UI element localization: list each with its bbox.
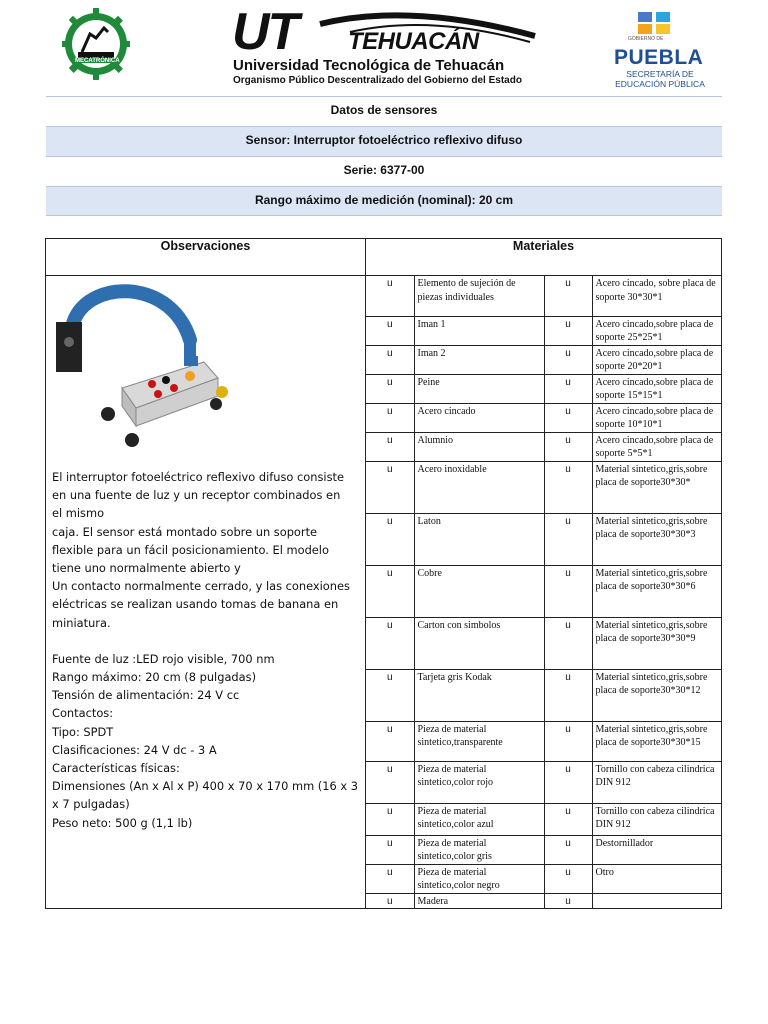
material-row	[366, 513, 721, 565]
material-name: Pieza de material sintetico,color rojo	[414, 761, 544, 803]
material-description: Acero cincado, sobre placa de soporte 30*30*1	[592, 276, 721, 316]
material-bullet-right: u	[544, 513, 592, 565]
material-description: Acero cincado,sobre placa de soporte 25*25*1	[592, 316, 721, 345]
observacion-line: eléctricas se realizan usando tomas de banana en	[52, 597, 339, 612]
observacion-line: tiene uno normalmente abierto y	[52, 561, 241, 576]
material-row	[366, 276, 721, 316]
info-sensor: Sensor: Interruptor fotoeléctrico reflexivo difuso	[46, 126, 722, 156]
material-description: Acero cincado,sobre placa de soporte 10*10*1	[592, 403, 721, 432]
material-description: Material sintetico,gris,sobre placa de soporte30*30*	[592, 461, 721, 513]
material-description: Material sintetico,gris,sobre placa de soporte30*30*3	[592, 513, 721, 565]
observacion-line: flexible para un fácil posicionamiento. El modelo	[52, 542, 329, 557]
materiales-list	[366, 276, 721, 908]
material-bullet-left: u	[366, 316, 414, 345]
material-name: Cobre	[414, 565, 544, 617]
material-description: Acero cincado,sobre placa de soporte 20*20*1	[592, 345, 721, 374]
observacion-line: el mismo	[52, 506, 105, 521]
material-row	[366, 374, 721, 403]
observaciones-text	[46, 468, 365, 832]
material-bullet-right: u	[544, 403, 592, 432]
sensor-photo	[50, 280, 240, 460]
sensor-info	[46, 96, 722, 216]
observacion-line: en una fuente de luz y un receptor combinados en	[52, 488, 341, 503]
material-bullet-right: u	[544, 835, 592, 864]
material-name: Pieza de material sintetico,transparente	[414, 721, 544, 761]
material-bullet-right: u	[544, 345, 592, 374]
material-description: Acero cincado,sobre placa de soporte 5*5*1	[592, 432, 721, 461]
observacion-line: miniatura.	[52, 615, 111, 630]
info-serie: Serie: 6377-00	[46, 156, 722, 186]
material-bullet-left: u	[366, 803, 414, 835]
observacion-line: Tipo: SPDT	[52, 724, 114, 739]
material-bullet-left: u	[366, 513, 414, 565]
material-description: Material sintetico,gris,sobre placa de soporte30*30*9	[592, 617, 721, 669]
material-name: Carton con simbolos	[414, 617, 544, 669]
material-description: Destornillador	[592, 835, 721, 864]
material-row	[366, 403, 721, 432]
ut-title: UT	[232, 3, 298, 61]
material-description: Tornillo con cabeza cilindrica DIN 912	[592, 803, 721, 835]
materiales-header: Materiales	[366, 239, 722, 276]
observacion-line: Peso neto: 500 g (1,1 lb)	[52, 815, 193, 830]
material-row	[366, 345, 721, 374]
material-row	[366, 864, 721, 893]
material-description	[592, 893, 721, 908]
gobierno-small-text: GOBIERNO DE	[628, 36, 664, 42]
observaciones-header: Observaciones	[46, 239, 366, 276]
observacion-line: Fuente de luz :LED rojo visible, 700 nm	[52, 651, 275, 666]
observacion-line: Clasificaciones: 24 V dc - 3 A	[52, 742, 217, 757]
observacion-line: Un contacto normalmente cerrado, y las conexiones	[52, 579, 350, 594]
material-bullet-left: u	[366, 403, 414, 432]
material-row	[366, 761, 721, 803]
material-bullet-left: u	[366, 761, 414, 803]
material-name: Tarjeta gris Kodak	[414, 669, 544, 721]
material-description: Acero cincado,sobre placa de soporte 15*15*1	[592, 374, 721, 403]
material-name: Madera	[414, 893, 544, 908]
material-bullet-left: u	[366, 864, 414, 893]
mecatronica-logo	[62, 8, 130, 80]
material-description: Otro	[592, 864, 721, 893]
university-name: Universidad Tecnológica de Tehuacán	[233, 57, 505, 74]
material-bullet-right: u	[544, 721, 592, 761]
observacion-line: Tensión de alimentación: 24 V cc	[52, 688, 240, 703]
material-bullet-right: u	[544, 461, 592, 513]
page-header	[0, 0, 768, 96]
info-rango: Rango máximo de medición (nominal): 20 cm	[46, 186, 722, 216]
observacion-line: Características físicas:	[52, 761, 180, 776]
material-row	[366, 316, 721, 345]
observacion-line: Dimensiones (An x Al x P) 400 x 70 x 170 mm (16 x 3	[52, 779, 358, 794]
observacion-line: Contactos:	[52, 706, 114, 721]
secretaria-text: SECRETARÍA DE EDUCACIÓN PÚBLICA	[615, 69, 705, 89]
material-bullet-right: u	[544, 374, 592, 403]
sensor-table	[45, 238, 722, 909]
material-name: Pieza de material sintetico,color negro	[414, 864, 544, 893]
material-name: Pieza de material sintetico,color azul	[414, 803, 544, 835]
material-bullet-right: u	[544, 276, 592, 316]
material-name: Acero cincado	[414, 403, 544, 432]
material-name: Acero inoxidable	[414, 461, 544, 513]
material-name: Laton	[414, 513, 544, 565]
material-bullet-right: u	[544, 864, 592, 893]
material-row	[366, 835, 721, 864]
material-name: Iman 2	[414, 345, 544, 374]
material-bullet-left: u	[366, 669, 414, 721]
ut-tehuacan: TEHUACÁN	[348, 28, 479, 55]
material-row	[366, 565, 721, 617]
material-bullet-left: u	[366, 461, 414, 513]
material-description: Material sintetico,gris,sobre placa de soporte30*30*15	[592, 721, 721, 761]
material-name: Iman 1	[414, 316, 544, 345]
observacion-line: caja. El sensor está montado sobre un soporte	[52, 524, 318, 539]
material-bullet-left: u	[366, 835, 414, 864]
material-bullet-left: u	[366, 276, 414, 316]
material-row	[366, 803, 721, 835]
material-row	[366, 432, 721, 461]
observacion-line: El interruptor fotoeléctrico reflexivo difuso consiste	[52, 470, 344, 484]
material-bullet-right: u	[544, 316, 592, 345]
material-row	[366, 617, 721, 669]
material-bullet-left: u	[366, 565, 414, 617]
material-bullet-right: u	[544, 803, 592, 835]
material-bullet-left: u	[366, 617, 414, 669]
paragraph-gap	[52, 632, 359, 650]
material-bullet-right: u	[544, 432, 592, 461]
material-row	[366, 721, 721, 761]
material-bullet-left: u	[366, 721, 414, 761]
material-bullet-left: u	[366, 345, 414, 374]
material-name: Elemento de sujeción de piezas individuales	[414, 276, 544, 316]
observacion-line: Rango máximo: 20 cm (8 pulgadas)	[52, 670, 257, 685]
material-name: Pieza de material sintetico,color gris	[414, 835, 544, 864]
material-description: Material sintetico,gris,sobre placa de soporte30*30*6	[592, 565, 721, 617]
material-description: Material sintetico,gris,sobre placa de soporte30*30*12	[592, 669, 721, 721]
material-row	[366, 893, 721, 908]
material-description: Tornillo con cabeza cilindrica DIN 912	[592, 761, 721, 803]
material-bullet-left: u	[366, 893, 414, 908]
material-bullet-right: u	[544, 761, 592, 803]
ut-logo	[230, 3, 540, 92]
observaciones-cell	[46, 276, 366, 909]
material-row	[366, 669, 721, 721]
materiales-cell	[366, 276, 722, 909]
material-bullet-left: u	[366, 432, 414, 461]
material-bullet-right: u	[544, 893, 592, 908]
puebla-text: PUEBLA	[614, 46, 704, 69]
material-bullet-right: u	[544, 565, 592, 617]
material-bullet-right: u	[544, 617, 592, 669]
material-bullet-right: u	[544, 669, 592, 721]
material-row	[366, 461, 721, 513]
material-bullet-left: u	[366, 374, 414, 403]
material-name: Alumnio	[414, 432, 544, 461]
material-name: Peine	[414, 374, 544, 403]
puebla-sep-logo	[606, 8, 712, 92]
left-logo-text: MECATRÓNICA	[75, 58, 120, 64]
observacion-line: x 7 pulgadas)	[52, 797, 130, 812]
organism-text: Organismo Público Descentralizado del Gobierno del Estado	[233, 75, 522, 86]
info-title: Datos de sensores	[46, 96, 722, 126]
